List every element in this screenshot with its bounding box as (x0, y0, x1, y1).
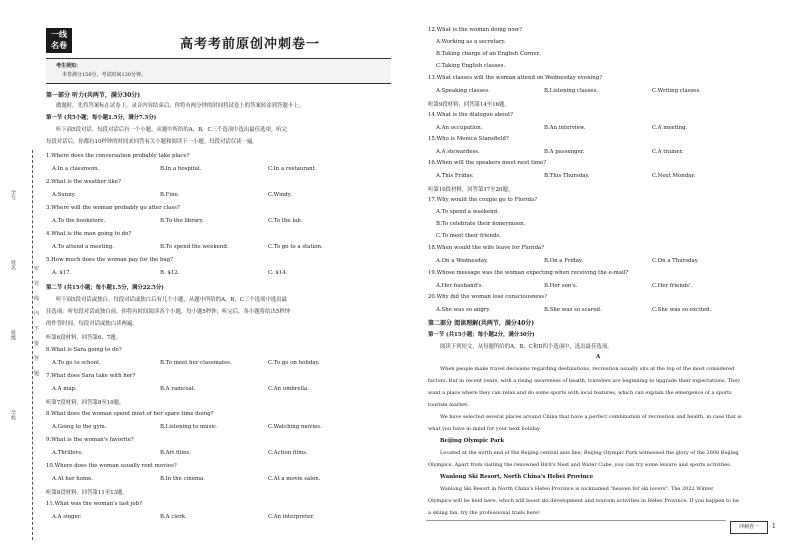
seal-word: 封 (34, 281, 40, 287)
answer-option: C.Windy. (268, 192, 292, 198)
question-text: 7.What does Sara take with her? (46, 373, 136, 379)
question-text: 8.What does the woman spend most of her spare time doing? (46, 411, 214, 417)
answer-option: C.To the lab. (268, 218, 303, 224)
answer-option: A.In a classroom. (52, 166, 100, 172)
answer-option: A.A singer. (52, 514, 82, 520)
answer-option: A.To attend a meeting. (52, 244, 115, 250)
material-heading: 听第8段材料，回答第11至13题。 (46, 490, 128, 496)
passage-text: want a place where they can relax and do some sports with local features, which can explain the emergence of a sports (428, 390, 732, 396)
seal-word: 内 (34, 311, 40, 317)
question-text: 13.What classes will the woman attend on Wednesday evening? (428, 75, 603, 81)
answer-option: C.A meeting. (652, 125, 688, 131)
answer-option: B.On a Friday. (544, 258, 583, 264)
part-title: 第二部分 阅读理解(共两节，满分40分) (428, 320, 535, 327)
answer-option: C.To go to a station. (268, 244, 323, 250)
passage-text: factors. But in recent years, with a rising awareness of health, travelers are beginning to upgrade their expectations. They (428, 378, 741, 384)
instruction-text: 做题时，先将答案标在试卷上。录音内容结束后，你将有两分钟的时间将试卷上的答案转涂到答题卡上。 (56, 103, 304, 109)
question-text: 3.Where will the woman probably go after class? (46, 205, 180, 211)
answer-option: B.A raincoat. (160, 386, 196, 392)
answer-option: A.On a Wednesday. (436, 258, 489, 264)
passage-text: When people make travel decisions regarding destinations, recreation usually sits at the top of the most considered (440, 366, 735, 372)
binding-label: 学号 (10, 190, 16, 200)
material-heading: 听第7段材料，回答第8至10题。 (46, 400, 125, 406)
footer-divider (426, 520, 726, 521)
answer-option: C. $14. (268, 270, 288, 276)
question-text: 1.Where does the conversation probably take place? (46, 153, 190, 159)
passage-text: We have selected several places around China that have a perfect combination of recreation and health, in case that is (440, 414, 742, 420)
logo-line: 名卷 (51, 40, 67, 50)
answer-option: C.To meet their friends. (436, 233, 501, 239)
passage-heading: Beijing Olympic Park (440, 438, 505, 444)
answer-option: A. $17. (52, 270, 72, 276)
answer-option: A.Speaking classes. (436, 88, 490, 94)
answer-option: A.An occupation. (436, 125, 483, 131)
exam-title: 高考考前原创冲刺卷一 (179, 37, 320, 52)
section-title: 第二节 (共15小题；每小题1.5分，满分22.5分) (46, 285, 164, 291)
passage-heading: Wanlong Ski Resort, North China's Hebei Province (440, 474, 594, 480)
answer-option: A.To go to school. (52, 360, 101, 366)
seal-word: 不 (34, 326, 40, 332)
answer-option: C.An umbrella. (268, 386, 309, 392)
answer-option: C.At a movie salon. (268, 476, 321, 482)
brand-logo (46, 28, 72, 53)
question-text: 16.When will the speakers meet next time? (428, 160, 547, 166)
answer-option: B.An interview. (544, 125, 586, 131)
instruction-text: 佳选项。听每段对话或独白前，你将有时间阅读各个小题，每小题5秒钟；听完后，各小题将给出5秒钟 (46, 309, 291, 315)
answer-option: B.Listening classes. (544, 88, 599, 94)
answer-option: B.A passenger. (544, 149, 585, 155)
instruction-text: 听下面5段对话或独白。每段对话或独白后有几个小题，从题中所给的A，B，C三个选项中选出最 (56, 297, 288, 303)
answer-option: A.A stewardess. (436, 149, 480, 155)
answer-option: B.In a hospital. (160, 166, 202, 172)
answer-option: A.Thrillers. (52, 450, 83, 456)
seal-word: 线 (34, 296, 40, 302)
answer-option: B.To the library. (160, 218, 204, 224)
passage-text: tourism market. (428, 402, 469, 408)
instruction-text: 阅读下列短文，从每题所给的A，B，C和D四个选项中，选出最佳选项。 (440, 344, 613, 350)
section-title: 第一节 (共5小题；每小题1.5分，满分7.5分) (46, 115, 157, 121)
answer-option: B.A clerk. (160, 514, 187, 520)
answer-option: A.To spend a weekend. (436, 209, 499, 215)
passage-text: what you have in mind for your next holiday. (428, 426, 541, 432)
answer-option: B.To meet her classmates. (160, 360, 232, 366)
passage-text: Olympics will be held here, which will boost ski development and tourism activities in Hebei Province. If you happen to be (428, 498, 739, 504)
page-number: 1 (772, 523, 776, 530)
instruction-text: 的作答时间。每段对话或独白读两遍。 (46, 321, 138, 327)
material-heading: 听第6段材料，回答第6、7题。 (46, 335, 121, 341)
answer-option: B.Taking charge of an English Corner. (436, 51, 541, 57)
answer-option: B.In the cinema. (160, 476, 205, 482)
answer-option: B.Her son's. (544, 283, 578, 289)
question-text: 14.What is the dialogue about? (428, 112, 514, 118)
section-title: 第一节 (共15小题；每小题2分，满分30分) (428, 332, 535, 338)
paper-tag: 冲刺卷一 (730, 521, 768, 534)
answer-option: B.To spend the weekend. (160, 244, 229, 250)
answer-option: B.Listening to music. (160, 424, 218, 430)
material-heading: 听第9段材料，回答第14至16题。 (428, 102, 510, 108)
notes-text: 本卷满分150分，考试时间120分钟。 (62, 72, 147, 78)
answer-option: C.Her friends'. (652, 283, 693, 289)
answer-option: B.This Thursday. (544, 173, 590, 179)
instruction-text: 每段对话后，你都有10秒钟的时间来回答有关小题和阅读下一小题。每段对话仅读一遍。 (46, 139, 258, 145)
seal-word: 密 (34, 266, 40, 272)
binding-label: 班级 (10, 330, 16, 340)
passage-text: Olympics. Apart from visiting the renowned Bird's Nest and Water Cube, you can try some leisure and sports activities. (428, 462, 732, 468)
answer-option: A.This Friday. (436, 173, 474, 179)
question-text: 20.Why did the woman lose consciousness? (428, 294, 548, 300)
passage-text: a skiing fan, try the professional trails here! (428, 510, 541, 516)
binding-label: 学校 (10, 410, 16, 420)
answer-option: C.Writing classes. (652, 88, 701, 94)
question-text: 12.What is the woman doing now? (428, 27, 523, 33)
answer-option: B.She was so scared. (544, 307, 602, 313)
answer-option: C.An interpreter. (268, 514, 315, 520)
passage-letter: A (596, 354, 601, 360)
binding-label: 姓名 (10, 260, 16, 270)
answer-option: C.Next Monday. (652, 173, 696, 179)
question-text: 15.Who is Monica Stansfield? (428, 136, 509, 142)
seal-word: 答 (34, 356, 40, 362)
question-text: 19.Whose message was the woman expecting when receiving the e-mail? (428, 270, 629, 276)
passage-text: Located at the north end of the Beijing central axis line, Beijing Olympic Park witnessed the glory of the 2008 Beijing (440, 450, 739, 456)
seal-word: 要 (34, 341, 40, 347)
instruction-text: 听下面5段对话。每段对话后有一个小题，从题中所给的A，B，C三个选项中选出最佳选项。听完 (56, 127, 288, 133)
answer-option: A.Going to the gym. (52, 424, 107, 430)
question-text: 2.What is the weather like? (46, 179, 121, 185)
answer-option: B.Art films. (160, 450, 191, 456)
answer-option: C.To go on holiday. (268, 360, 320, 366)
answer-option: A.At her home. (52, 476, 93, 482)
question-text: 18.When would the wife leave for Florida? (428, 245, 545, 251)
answer-option: A.Sunny. (52, 192, 76, 198)
binding-margin (6, 150, 42, 540)
material-heading: 听第10段材料，回答第17至20题。 (428, 187, 514, 193)
logo-line: 一线 (51, 29, 67, 39)
question-text: 11.What was the woman's last job? (46, 501, 142, 507)
seal-word: 题 (34, 371, 40, 377)
answer-option: A.Working as a secretary. (436, 39, 506, 45)
answer-option: B.To celebrate their honeymoon. (436, 221, 526, 227)
answer-option: A.A map. (52, 386, 77, 392)
answer-option: A.To the bookstore. (52, 218, 106, 224)
seal-line (32, 150, 33, 540)
part-title: 第一部分 听力(共两节，满分30分) (46, 92, 141, 99)
answer-option: C.Action films. (268, 450, 308, 456)
question-text: 10.Where does the woman usually rent movies? (46, 463, 177, 469)
question-text: 6.What is Sara going to do? (46, 347, 122, 353)
answer-option: C.Watching movies. (268, 424, 322, 430)
question-text: 9.What is the woman's favorite? (46, 437, 134, 443)
answer-option: A.Her husband's. (436, 283, 484, 289)
answer-option: C.In a restaurant. (268, 166, 317, 172)
notes-heading: 考生须知： (56, 63, 82, 69)
question-text: 4.What is the man going to do? (46, 231, 132, 237)
passage-text: Wanlong Ski Resort in North China's Hebei Province is nicknamed "heaven for ski lovers". The 2022 Winter (440, 486, 714, 492)
answer-option: B.Fine. (160, 192, 180, 198)
question-text: 5.How much does the woman pay for the bag? (46, 257, 173, 263)
answer-option: B. $12. (160, 270, 180, 276)
answer-option: C.A trainer. (652, 149, 684, 155)
answer-option: C.She was so excited. (652, 307, 712, 313)
exam-notes-box (46, 58, 391, 84)
answer-option: C.Taking English classes. (436, 63, 506, 69)
question-text: 17.Why would the couple go to Florida? (428, 197, 538, 203)
answer-option: C.On a Thursday. (652, 258, 699, 264)
answer-option: A.She was so angry. (436, 307, 491, 313)
